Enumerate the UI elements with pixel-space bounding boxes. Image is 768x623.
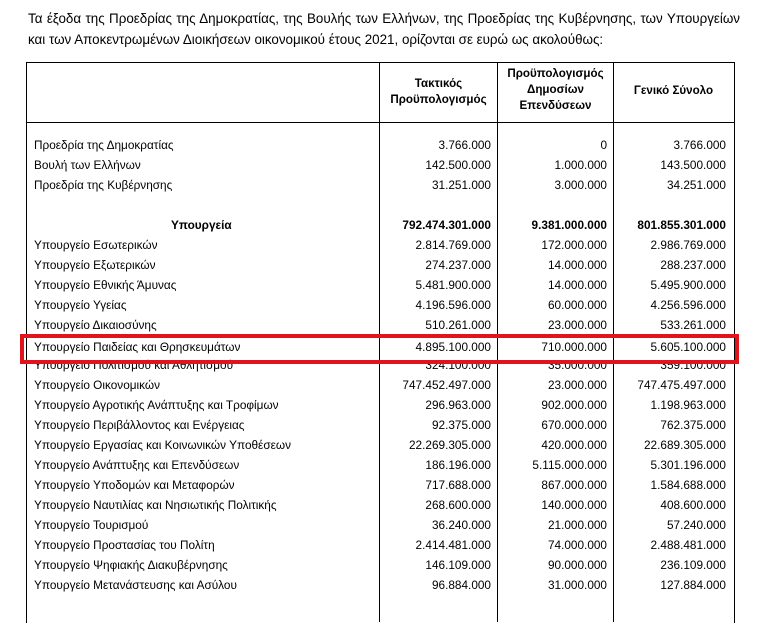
table-row (26, 496, 734, 516)
cell-regular-budget: 22.269.305.000 (408, 438, 491, 452)
cell-investment-budget: 172.000.000 (541, 238, 607, 252)
header-divider (26, 122, 734, 123)
table-row (26, 456, 734, 476)
row-label: Υπουργείο Αγροτικής Ανάπτυξης και Τροφίμων (34, 398, 279, 412)
cell-investment-budget: 21.000.000 (547, 518, 607, 532)
cell-regular-budget: 510.261.000 (425, 318, 491, 332)
row-label: Υπουργείο Εξωτερικών (34, 258, 156, 272)
cell-regular-budget: 792.474.301.000 (402, 218, 491, 232)
cell-grand-total: 236.109.000 (660, 558, 726, 572)
cell-regular-budget: 274.237.000 (425, 258, 491, 272)
cell-investment-budget: 31.000.000 (547, 578, 607, 592)
cell-regular-budget: 3.766.000 (438, 138, 491, 152)
cell-regular-budget: 36.240.000 (431, 518, 491, 532)
table-row (26, 416, 734, 436)
cell-grand-total: 3.766.000 (673, 138, 726, 152)
cell-investment-budget: 0 (600, 138, 607, 152)
cell-grand-total: 22.689.305.000 (643, 438, 726, 452)
row-label: Υπουργείο Υγείας (34, 298, 127, 312)
table-row (26, 436, 734, 456)
cell-regular-budget: 747.452.497.000 (402, 378, 491, 392)
cell-regular-budget: 324.100.000 (425, 358, 491, 372)
cell-grand-total: 2.488.481.000 (650, 538, 726, 552)
row-label: Υπουργείο Δικαιοσύνης (34, 318, 157, 332)
cell-grand-total: 5.605.100.000 (650, 340, 726, 354)
row-label: Υπουργείο Υποδομών και Μεταφορών (34, 478, 235, 492)
header-regular-budget: Τακτικός Προϋπολογισμός (390, 77, 487, 106)
cell-investment-budget: 670.000.000 (541, 418, 607, 432)
cell-regular-budget: 92.375.000 (431, 418, 491, 432)
cell-regular-budget: 96.884.000 (431, 578, 491, 592)
cell-grand-total: 5.495.900.000 (650, 278, 726, 292)
cell-regular-budget: 5.481.900.000 (415, 278, 491, 292)
cell-grand-total: 288.237.000 (660, 258, 726, 272)
cell-regular-budget: 4.196.596.000 (415, 298, 491, 312)
row-label: Υπουργείο Τουρισμού (34, 518, 149, 532)
cell-investment-budget: 420.000.000 (541, 438, 607, 452)
row-label: Προεδρία της Δημοκρατίας (34, 138, 174, 152)
row-label: Υπουργείο Εργασίας και Κοινωνικών Υποθέσεων (34, 438, 291, 452)
cell-investment-budget: 60.000.000 (547, 298, 607, 312)
cell-grand-total: 2.986.769.000 (650, 238, 726, 252)
cell-regular-budget: 2.414.481.000 (415, 538, 491, 552)
row-label: Υπουργείο Παιδείας και Θρησκευμάτων (34, 340, 241, 354)
table-row (26, 476, 734, 496)
row-label: Βουλή των Ελλήνων (34, 158, 141, 172)
row-label: Υπουργείο Μετανάστευσης και Ασύλου (34, 578, 237, 592)
table-row (26, 576, 734, 596)
cell-grand-total: 762.375.000 (660, 418, 726, 432)
cell-grand-total: 57.240.000 (666, 518, 726, 532)
table-row (26, 396, 734, 416)
row-label: Υπουργείο Ναυτιλίας και Νησιωτικής Πολιτικής (34, 498, 277, 512)
cell-investment-budget: 90.000.000 (547, 558, 607, 572)
table-row (26, 136, 734, 156)
cell-investment-budget: 1.000.000 (554, 158, 607, 172)
cell-regular-budget: 31.251.000 (431, 178, 491, 192)
cell-investment-budget: 3.000.000 (554, 178, 607, 192)
cell-grand-total: 359.100.000 (660, 358, 726, 372)
cell-grand-total: 533.261.000 (660, 318, 726, 332)
row-label: Υπουργείο Εθνικής Άμυνας (34, 278, 177, 292)
cell-regular-budget: 2.814.769.000 (415, 238, 491, 252)
cell-investment-budget: 140.000.000 (541, 498, 607, 512)
row-label: Υπουργεία (171, 218, 232, 232)
row-label: Υπουργείο Εσωτερικών (34, 238, 158, 252)
cell-grand-total: 408.600.000 (660, 498, 726, 512)
cell-regular-budget: 186.196.000 (425, 458, 491, 472)
cell-investment-budget: 5.115.000.000 (532, 458, 607, 472)
cell-investment-budget: 902.000.000 (541, 398, 607, 412)
cell-investment-budget: 867.000.000 (541, 478, 607, 492)
cell-regular-budget: 296.963.000 (425, 398, 491, 412)
intro-paragraph: Τα έξοδα της Προεδρίας της Δημοκρατίας, της Βουλής των Ελλήνων, της Προεδρίας της Κυβέρνησης, των Υπουργείων και των Αποκεντρωμένων Διοικήσεων οικονομικού έτους 2021, ορίζονται σε ευρώ ως ακολούθως: (28, 11, 740, 47)
cell-investment-budget: 23.000.000 (547, 318, 607, 332)
cell-investment-budget: 9.381.000.000 (531, 218, 607, 232)
table-row (26, 176, 734, 196)
cell-grand-total: 143.500.000 (660, 158, 726, 172)
row-label: Υπουργείο Ανάπτυξης και Επενδύσεων (34, 458, 240, 472)
header-investment-budget: Προϋπολογισμός Δημοσίων Επενδύσεων (507, 67, 604, 112)
table-row (26, 376, 734, 396)
cell-regular-budget: 142.500.000 (425, 158, 491, 172)
table-row (26, 156, 734, 176)
cell-grand-total: 34.251.000 (666, 178, 726, 192)
cell-regular-budget: 717.688.000 (425, 478, 491, 492)
cell-grand-total: 5.301.196.000 (650, 458, 726, 472)
cell-grand-total: 801.855.301.000 (637, 218, 726, 232)
table-row (26, 276, 734, 296)
cell-grand-total: 1.584.688.000 (650, 478, 726, 492)
cell-grand-total: 1.198.963.000 (650, 398, 726, 412)
table-row (26, 516, 734, 536)
cell-grand-total: 4.256.596.000 (650, 298, 726, 312)
cell-regular-budget: 268.600.000 (425, 498, 491, 512)
table-row (26, 296, 734, 316)
cell-investment-budget: 14.000.000 (547, 278, 607, 292)
cell-investment-budget: 710.000.000 (541, 340, 607, 354)
table-row (26, 236, 734, 256)
row-label: Υπουργείο Ψηφιακής Διακυβέρνησης (34, 558, 228, 572)
cell-grand-total: 127.884.000 (660, 578, 726, 592)
table-row (26, 536, 734, 556)
cell-grand-total: 747.475.497.000 (637, 378, 726, 392)
cell-investment-budget: 35.000.000 (547, 358, 607, 372)
highlight-box (20, 334, 739, 364)
table-row (26, 256, 734, 276)
row-label: Υπουργείο Οικονομικών (34, 378, 161, 392)
cell-investment-budget: 23.000.000 (547, 378, 607, 392)
row-label: Υπουργείο Περιβάλλοντος και Ενέργειας (34, 418, 245, 432)
row-label: Υπουργείο Πολιτισμού και Αθλητισμού (34, 358, 234, 372)
cell-investment-budget: 74.000.000 (547, 538, 607, 552)
table-row-subtotal (26, 216, 734, 236)
cell-investment-budget: 14.000.000 (547, 258, 607, 272)
table-row (26, 556, 734, 576)
header-grand-total: Γενικό Σύνολο (633, 84, 714, 97)
row-label: Υπουργείο Προστασίας του Πολίτη (34, 538, 215, 552)
cell-regular-budget: 4.895.100.000 (415, 340, 491, 354)
table-row (26, 316, 734, 336)
cell-regular-budget: 146.109.000 (425, 558, 491, 572)
row-label: Προεδρία της Κυβέρνησης (34, 178, 173, 192)
